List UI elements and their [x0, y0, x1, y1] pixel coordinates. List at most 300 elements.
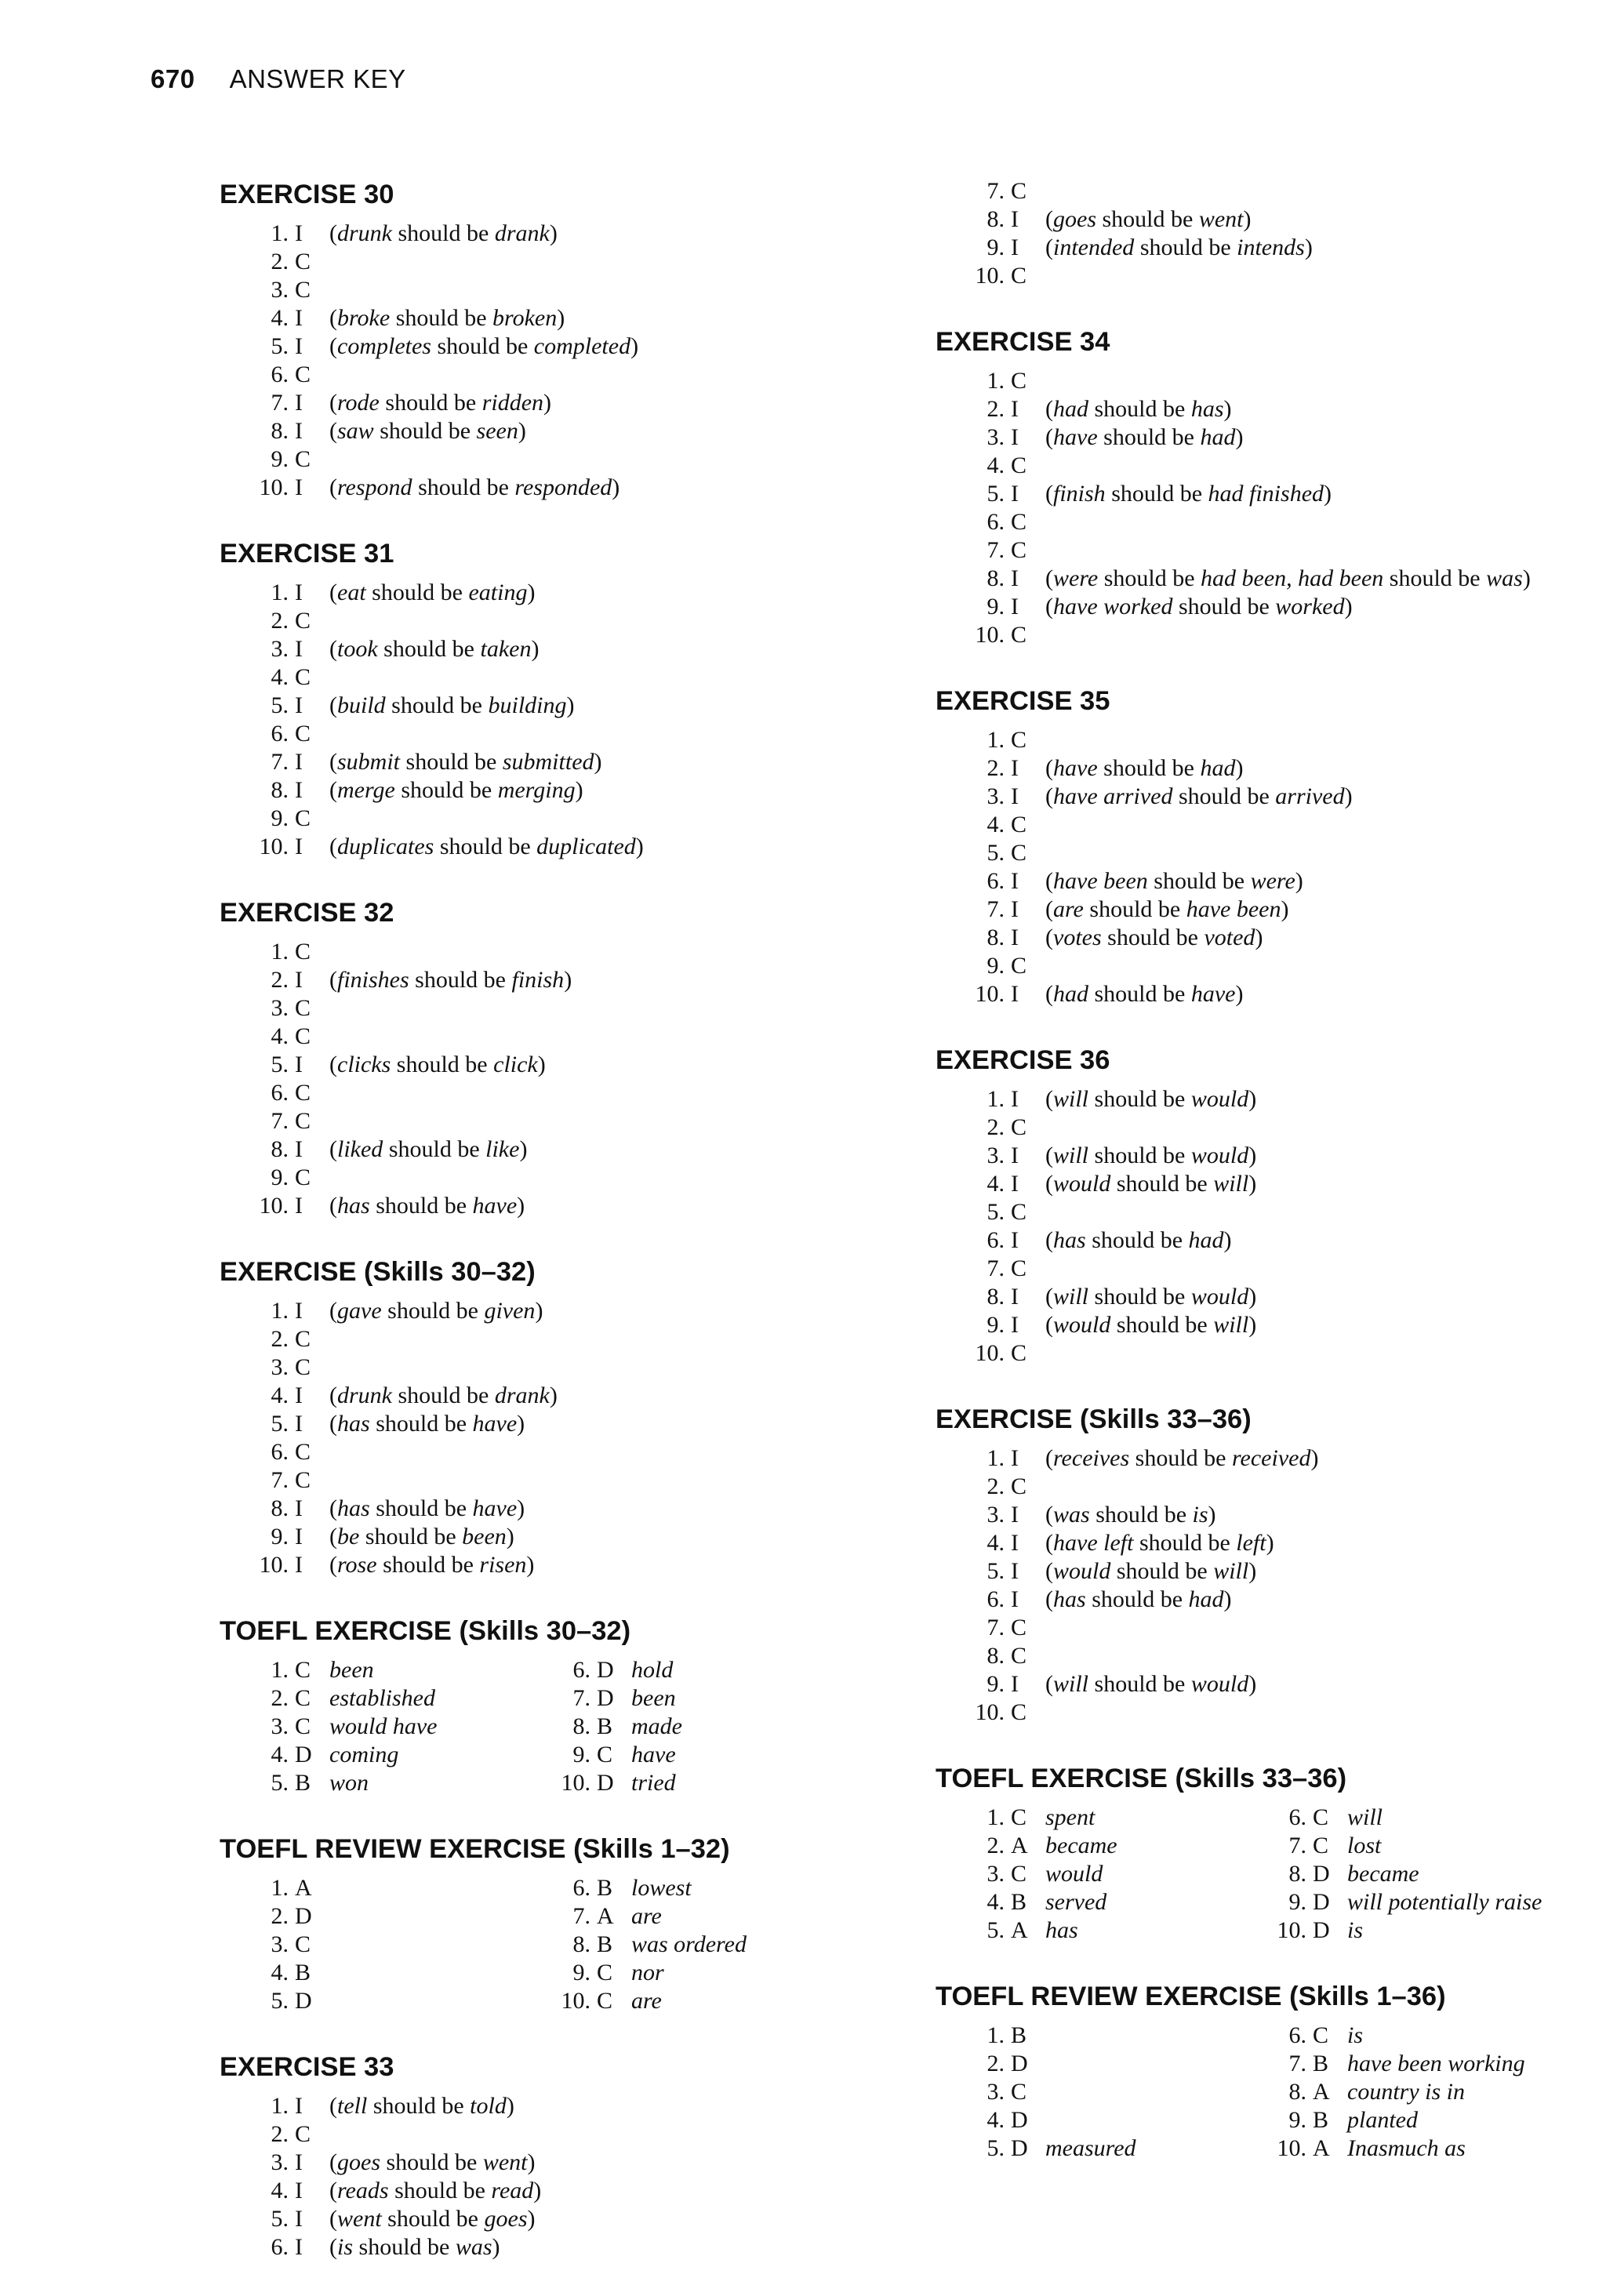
answer-number: 6. [986, 868, 1005, 894]
answer-letter: I [295, 1136, 303, 1162]
left-column [220, 177, 847, 2296]
answer-letter: I [295, 333, 303, 359]
paren: ) [1344, 783, 1353, 809]
answer-row [220, 1495, 847, 1523]
answer-word: have [631, 1742, 676, 1767]
should-be-text: should be [1389, 565, 1481, 591]
answer-letter: I [295, 390, 303, 416]
answer-number: 10. [259, 1193, 289, 1219]
answer-row [936, 1860, 1237, 1888]
answer-row [220, 361, 847, 389]
incorrect-form: had [1053, 981, 1088, 1007]
answer-row [220, 720, 847, 748]
answer-number: 9. [986, 234, 1005, 260]
answer-number: 4. [271, 2178, 289, 2203]
answer-letter: D [295, 1903, 312, 1929]
section-heading: TOEFL EXERCISE (Skills 33–36) [936, 1764, 1347, 1793]
answer-number: 8. [271, 1136, 289, 1162]
paren: ) [1248, 1284, 1257, 1310]
section-heading: TOEFL EXERCISE (Skills 30–32) [220, 1616, 631, 1646]
answer-number: 4. [271, 305, 289, 331]
answer-row [1237, 2050, 1567, 2078]
answer-row [936, 262, 1579, 290]
answer-row [936, 1888, 1237, 1916]
incorrect-form: have arrived [1053, 783, 1173, 809]
correct-form: goes [484, 2206, 528, 2232]
answer-row [220, 1410, 847, 1438]
answer-row [220, 1769, 521, 1797]
correction-note [329, 2092, 514, 2120]
paren: ( [329, 1411, 337, 1437]
answer-word: are [631, 1988, 662, 2014]
paren: ( [1045, 868, 1053, 894]
answer-number: 6. [1288, 1804, 1306, 1830]
answer-number: 10. [259, 1552, 289, 1578]
correction-note [1045, 395, 1232, 423]
answer-row [936, 1473, 1579, 1501]
paren: ) [506, 1524, 514, 1549]
answer-number: 9. [271, 446, 289, 472]
answer-letter: A [1313, 2079, 1330, 2105]
answer-number: 9. [572, 1742, 590, 1767]
correct-form: left [1236, 1530, 1266, 1556]
section-heading: EXERCISE 30 [220, 180, 394, 209]
answer-letter: I [1011, 1143, 1019, 1168]
answer-number: 1. [271, 579, 289, 605]
correct-form: completed [533, 333, 631, 359]
answer-number: 5. [271, 1988, 289, 2014]
section-heading: EXERCISE 34 [936, 327, 1110, 357]
answer-row [936, 1113, 1579, 1142]
answer-letter: C [1011, 452, 1027, 478]
correct-form: went [1198, 206, 1244, 232]
answer-number: 5. [986, 2135, 1005, 2161]
paren: ( [329, 2093, 337, 2119]
answer-number: 1. [986, 368, 1005, 394]
incorrect-form: would [1053, 1171, 1111, 1197]
paren: ( [1045, 783, 1053, 809]
paren: ) [1295, 868, 1303, 894]
correct-form: will [1213, 1171, 1249, 1197]
answer-number: 5. [271, 1411, 289, 1437]
correct-form: click [493, 1052, 538, 1077]
answer-number: 4. [271, 1382, 289, 1408]
correction-note [1045, 480, 1332, 508]
incorrect-form: has [1053, 1586, 1086, 1612]
answer-number: 9. [1288, 1889, 1306, 1915]
correct-form: had [1188, 1586, 1224, 1612]
correction-note [1045, 1501, 1216, 1529]
answer-row [936, 1501, 1579, 1529]
answer-number: 6. [986, 1586, 1005, 1612]
correct-form: been [462, 1524, 507, 1549]
answer-word: would have [329, 1713, 438, 1739]
answer-number: 8. [1288, 1861, 1306, 1887]
paren: ) [1223, 1227, 1232, 1253]
answer-letter: D [597, 1770, 614, 1796]
answer-letter: I [295, 1382, 303, 1408]
paren: ( [329, 1193, 337, 1219]
incorrect-form: receives [1053, 1445, 1130, 1471]
should-be-text: should be [1103, 755, 1194, 781]
incorrect-form: have worked [1053, 594, 1173, 619]
correct-form: would [1190, 1143, 1249, 1168]
answer-section [936, 177, 1579, 290]
answer-number: 9. [271, 805, 289, 831]
paren: ) [549, 220, 558, 246]
answer-number: 7. [572, 1685, 590, 1711]
paren: ( [329, 1052, 337, 1077]
should-be-text: should be [1178, 594, 1270, 619]
correct-form: worked [1275, 594, 1345, 619]
paren: ( [329, 474, 337, 500]
answer-row [220, 635, 847, 663]
paren: ) [1243, 206, 1252, 232]
incorrect-form: has [337, 1411, 370, 1437]
answer-section [220, 2050, 847, 2261]
answer-number: 2. [271, 2121, 289, 2147]
paren: ) [1304, 234, 1313, 260]
answer-word: been [631, 1685, 676, 1711]
should-be-text: should be [1135, 1445, 1226, 1471]
correct-form: read [491, 2178, 534, 2203]
answer-number: 3. [986, 2079, 1005, 2105]
answer-number: 6. [572, 1875, 590, 1901]
correct-form: would [1190, 1086, 1249, 1112]
answer-letter: I [1011, 1445, 1019, 1471]
answer-number: 4. [271, 664, 289, 690]
answer-letter: I [295, 2093, 303, 2119]
incorrect-form: will [1053, 1086, 1089, 1112]
answer-letter: C [597, 1988, 613, 2014]
answer-section [220, 536, 847, 861]
answer-word: been [329, 1657, 374, 1683]
answer-letter: I [295, 692, 303, 718]
answer-row [220, 994, 847, 1023]
correction-note [1045, 1226, 1232, 1255]
answer-row [936, 621, 1579, 649]
answer-number: 1. [271, 939, 289, 965]
answer-row [936, 1642, 1579, 1670]
correction-note [329, 1382, 558, 1410]
answer-row [936, 1698, 1579, 1727]
should-be-text: should be [376, 1411, 467, 1437]
incorrect-form: have [1053, 755, 1098, 781]
correct-form: have been [1186, 896, 1281, 922]
answer-number: 6. [986, 509, 1005, 535]
answer-section [936, 1979, 1579, 2163]
correction-note [329, 2149, 536, 2177]
should-be-text: should be [396, 1052, 488, 1077]
running-head [151, 64, 406, 94]
answer-letter: C [1011, 537, 1027, 563]
paren: ) [533, 2178, 542, 2203]
answer-row [521, 1959, 835, 1987]
correction-note [329, 776, 583, 805]
answer-letter: C [1313, 2022, 1329, 2048]
answer-letter: I [1011, 594, 1019, 619]
paren: ( [329, 305, 337, 331]
answer-row [936, 1311, 1579, 1339]
answer-row [936, 2106, 1237, 2134]
should-be-text: should be [1095, 1502, 1187, 1528]
answer-row [1237, 1832, 1567, 1860]
answer-letter: I [1011, 981, 1019, 1007]
answer-number: 5. [986, 1917, 1005, 1943]
incorrect-form: finishes [337, 967, 409, 993]
correct-form: building [488, 692, 567, 718]
answer-number: 1. [986, 1804, 1005, 1830]
should-be-text: should be [365, 1524, 456, 1549]
paren: ( [1045, 1586, 1053, 1612]
paren: ( [1045, 755, 1053, 781]
correct-form: have [472, 1193, 518, 1219]
answer-word: Inasmuch as [1347, 2135, 1466, 2161]
answer-row [220, 2205, 847, 2233]
paren: ) [1266, 1530, 1274, 1556]
should-be-text: should be [1094, 1671, 1186, 1697]
answer-letter: C [295, 1685, 311, 1711]
paren: ( [1045, 1445, 1053, 1471]
answer-row [220, 1297, 847, 1325]
answer-row [936, 754, 1579, 783]
answer-word: won [329, 1770, 369, 1796]
correct-form: had [1200, 424, 1236, 450]
answer-number: 8. [986, 1643, 1005, 1669]
correction-note [1045, 1444, 1318, 1473]
answer-section [936, 325, 1579, 649]
paren: ) [527, 2206, 536, 2232]
answer-row [1237, 2078, 1567, 2106]
answer-letter: I [295, 220, 303, 246]
answer-word: country is in [1347, 2079, 1465, 2105]
correct-form: went [482, 2149, 528, 2175]
incorrect-form: merge [337, 777, 395, 803]
should-be-text: should be [376, 1193, 467, 1219]
answer-letter: C [295, 664, 311, 690]
answer-number: 8. [572, 1713, 590, 1739]
answer-letter: I [1011, 396, 1019, 422]
should-be-text: should be [398, 220, 489, 246]
incorrect-form: are [1053, 896, 1084, 922]
answer-letter: C [1011, 1340, 1027, 1366]
answer-word: spent [1045, 1804, 1095, 1830]
incorrect-form: have [1053, 424, 1098, 450]
answer-number: 10. [975, 1699, 1005, 1725]
correction-note [1045, 1311, 1256, 1339]
answer-row [220, 304, 847, 332]
right-column [936, 177, 1579, 2197]
answer-row [220, 2177, 847, 2205]
should-be-text: should be [405, 749, 497, 775]
paren: ( [329, 834, 337, 859]
answer-section [220, 1255, 847, 1579]
answer-number: 5. [271, 333, 289, 359]
paren: ) [1522, 565, 1531, 591]
answer-row [220, 663, 847, 692]
answer-letter: C [295, 1467, 311, 1493]
paren: ( [1045, 981, 1053, 1007]
answer-number: 7. [986, 1615, 1005, 1640]
correct-form: received [1231, 1445, 1311, 1471]
answer-row [936, 1198, 1579, 1226]
answer-row [220, 1874, 521, 1902]
should-be-text: should be [1094, 1284, 1186, 1310]
answer-row [936, 1614, 1579, 1642]
correction-note [329, 2177, 541, 2205]
answer-number: 7. [271, 749, 289, 775]
answer-row [220, 1466, 847, 1495]
paren: ) [527, 579, 536, 605]
should-be-text: should be [1089, 896, 1181, 922]
answer-word: will potentially raise [1347, 1889, 1542, 1915]
correction-note [1045, 205, 1252, 234]
answer-row [521, 1902, 835, 1931]
answer-word: are [631, 1903, 662, 1929]
answer-row [220, 220, 847, 248]
answer-letter: D [295, 1988, 312, 2014]
paren: ( [1045, 424, 1053, 450]
paren: ( [329, 220, 337, 246]
answer-word: tried [631, 1770, 676, 1796]
answer-word: would [1045, 1861, 1103, 1887]
answer-letter: C [295, 1164, 311, 1190]
answer-number: 4. [271, 1742, 289, 1767]
answer-row [220, 1107, 847, 1135]
answer-letter: B [295, 1770, 311, 1796]
paren: ( [1045, 1171, 1053, 1197]
answer-number: 1. [271, 2093, 289, 2119]
section-heading: EXERCISE 33 [220, 2052, 394, 2082]
incorrect-form: has [337, 1193, 370, 1219]
answer-word: served [1045, 1889, 1107, 1915]
should-be-text: should be [1111, 481, 1203, 507]
answer-number: 2. [986, 396, 1005, 422]
answer-letter: B [295, 1960, 311, 1985]
answer-word: was ordered [631, 1931, 747, 1957]
section-heading: EXERCISE 36 [936, 1045, 1110, 1075]
paren: ) [1223, 396, 1232, 422]
answer-word: lowest [631, 1875, 692, 1901]
answer-letter: C [1011, 1804, 1027, 1830]
answer-row [220, 692, 847, 720]
answer-row [936, 896, 1579, 924]
answer-row [936, 508, 1579, 536]
paren: ) [557, 305, 565, 331]
paren: ) [537, 1052, 546, 1077]
incorrect-form: took [337, 636, 378, 662]
should-be-text: should be [1092, 1586, 1183, 1612]
answer-row [936, 565, 1579, 593]
correct-form: broken [492, 305, 558, 331]
paren: ( [1045, 1671, 1053, 1697]
answer-row [936, 1529, 1579, 1557]
correct-form: merging [497, 777, 576, 803]
answer-number: 8. [271, 418, 289, 444]
paren: ( [1045, 396, 1053, 422]
answer-letter: C [295, 446, 311, 472]
answer-letter: C [295, 249, 311, 274]
incorrect-form: has [1053, 1227, 1086, 1253]
answer-word: is [1347, 2022, 1364, 2048]
answer-word: became [1045, 1833, 1117, 1858]
correction-note [1045, 1142, 1256, 1170]
answer-row [936, 1085, 1579, 1113]
correct-form: have [1190, 981, 1236, 1007]
answer-number: 9. [986, 594, 1005, 619]
answer-number: 10. [1277, 1917, 1306, 1943]
answer-row [936, 1142, 1579, 1170]
answer-number: 5. [986, 1199, 1005, 1225]
answer-row [936, 1444, 1579, 1473]
paren: ) [1235, 981, 1244, 1007]
paren: ) [517, 1411, 525, 1437]
incorrect-form: goes [337, 2149, 380, 2175]
answer-letter: I [1011, 1671, 1019, 1697]
correct-form: would [1190, 1284, 1249, 1310]
answer-row [220, 1551, 847, 1579]
incorrect-form: liked [337, 1136, 383, 1162]
answer-number: 10. [259, 474, 289, 500]
answer-row [936, 395, 1579, 423]
correct-form: voted [1204, 925, 1255, 950]
answer-letter: I [295, 749, 303, 775]
answer-row [220, 1079, 847, 1107]
answer-row [220, 1353, 847, 1382]
should-be-text: should be [383, 1552, 474, 1578]
paren: ( [1045, 1143, 1053, 1168]
answer-letter: I [295, 1193, 303, 1219]
section-heading: EXERCISE (Skills 30–32) [220, 1257, 536, 1287]
answer-number: 7. [986, 178, 1005, 204]
incorrect-form: completes [337, 333, 431, 359]
should-be-text: should be [1116, 1312, 1208, 1338]
paren: ( [1045, 1502, 1053, 1528]
answer-number: 2. [986, 1833, 1005, 1858]
answer-row [936, 1226, 1579, 1255]
answer-row [936, 783, 1579, 811]
paren: ) [519, 1136, 528, 1162]
answer-number: 3. [986, 1861, 1005, 1887]
answer-number: 7. [1288, 2051, 1306, 2076]
answer-number: 2. [986, 1473, 1005, 1499]
answer-number: 6. [271, 2234, 289, 2260]
answer-grid [936, 1804, 1579, 1945]
answer-row [936, 1339, 1579, 1368]
correction-note [329, 833, 644, 861]
answer-letter: I [295, 418, 303, 444]
answer-number: 8. [271, 1495, 289, 1521]
answer-word: has [1045, 1917, 1078, 1943]
answer-letter: C [295, 2121, 311, 2147]
answer-number: 4. [986, 452, 1005, 478]
answer-letter: D [597, 1657, 614, 1683]
answer-number: 8. [271, 777, 289, 803]
answer-letter: B [1313, 2051, 1329, 2076]
paren: ) [1248, 1312, 1257, 1338]
incorrect-form: have left [1053, 1530, 1134, 1556]
correct-form: was [455, 2234, 492, 2260]
paren: ) [1248, 1143, 1257, 1168]
correct-form: finish [511, 967, 565, 993]
paren: ( [1045, 565, 1053, 591]
paren: ( [1045, 1227, 1053, 1253]
answer-row [220, 445, 847, 474]
answer-number: 1. [271, 220, 289, 246]
incorrect-form: went [337, 2206, 382, 2232]
correction-note [329, 1297, 543, 1325]
paren: ( [329, 1524, 337, 1549]
